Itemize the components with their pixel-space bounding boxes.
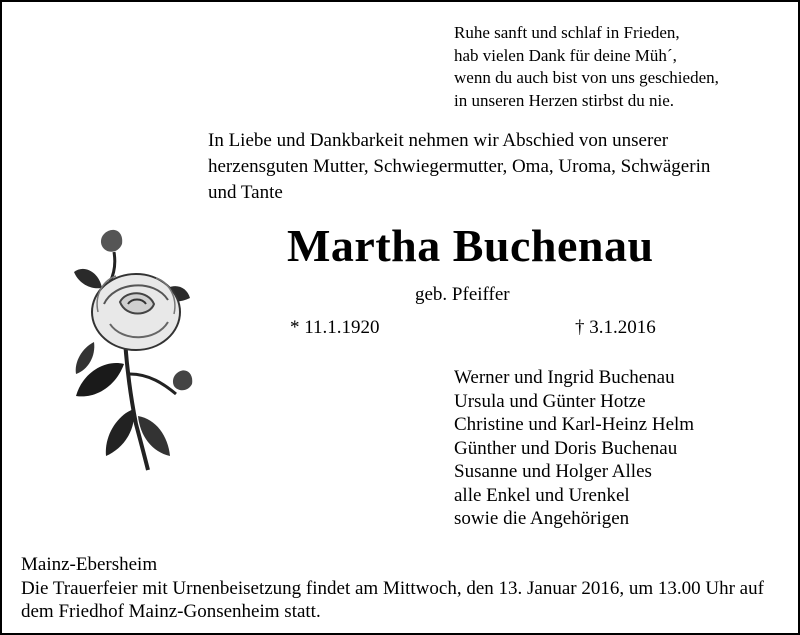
rose-icon — [64, 224, 194, 479]
funeral-notice — [21, 577, 764, 623]
mourner-entry: Werner und Ingrid Buchenau — [454, 367, 675, 388]
notice-line: dem Friedhof Mainz-Gonsenheim statt. — [21, 601, 321, 622]
birth-date: * 11.1.1920 — [290, 317, 380, 338]
poem-line: wenn du auch bist von uns geschieden, — [454, 68, 719, 87]
intro-line: In Liebe und Dankbarkeit nehmen wir Abschied von unserer — [208, 130, 669, 151]
poem — [454, 22, 719, 112]
maiden-name: geb. Pfeiffer — [415, 284, 510, 305]
intro-text — [208, 128, 710, 206]
mourner-entry: Ursula und Günter Hotze — [454, 390, 646, 412]
deceased-name: Martha Buchenau — [287, 220, 654, 271]
mourners-list — [454, 366, 694, 531]
notice-line: Die Trauerfeier mit Urnenbeisetzung findet am Mittwoch, den 13. Januar 2016, um 13.00 Uhr auf — [21, 578, 764, 599]
mourner-entry: Christine und Karl-Heinz Helm — [454, 414, 695, 435]
death-date: † 3.1.2016 — [575, 317, 656, 338]
mourner-entry: alle Enkel und Urenkel — [454, 484, 630, 506]
intro-line: herzensguten Mutter, Schwiegermutter, Oma, Uroma, Schwägerin — [208, 156, 711, 177]
mourner-entry: Susanne und Holger Alles — [454, 461, 652, 482]
intro-line: und Tante — [208, 182, 283, 203]
mourner-entry: sowie die Angehörigen — [454, 508, 630, 529]
poem-line: in unseren Herzen stirbst du nie. — [454, 90, 674, 110]
poem-line: hab vielen Dank für deine Müh´, — [454, 45, 677, 65]
place-name: Mainz-Ebersheim — [21, 554, 158, 575]
poem-line: Ruhe sanft und schlaf in Frieden, — [454, 23, 680, 42]
mourner-entry: Günther und Doris Buchenau — [454, 437, 678, 459]
